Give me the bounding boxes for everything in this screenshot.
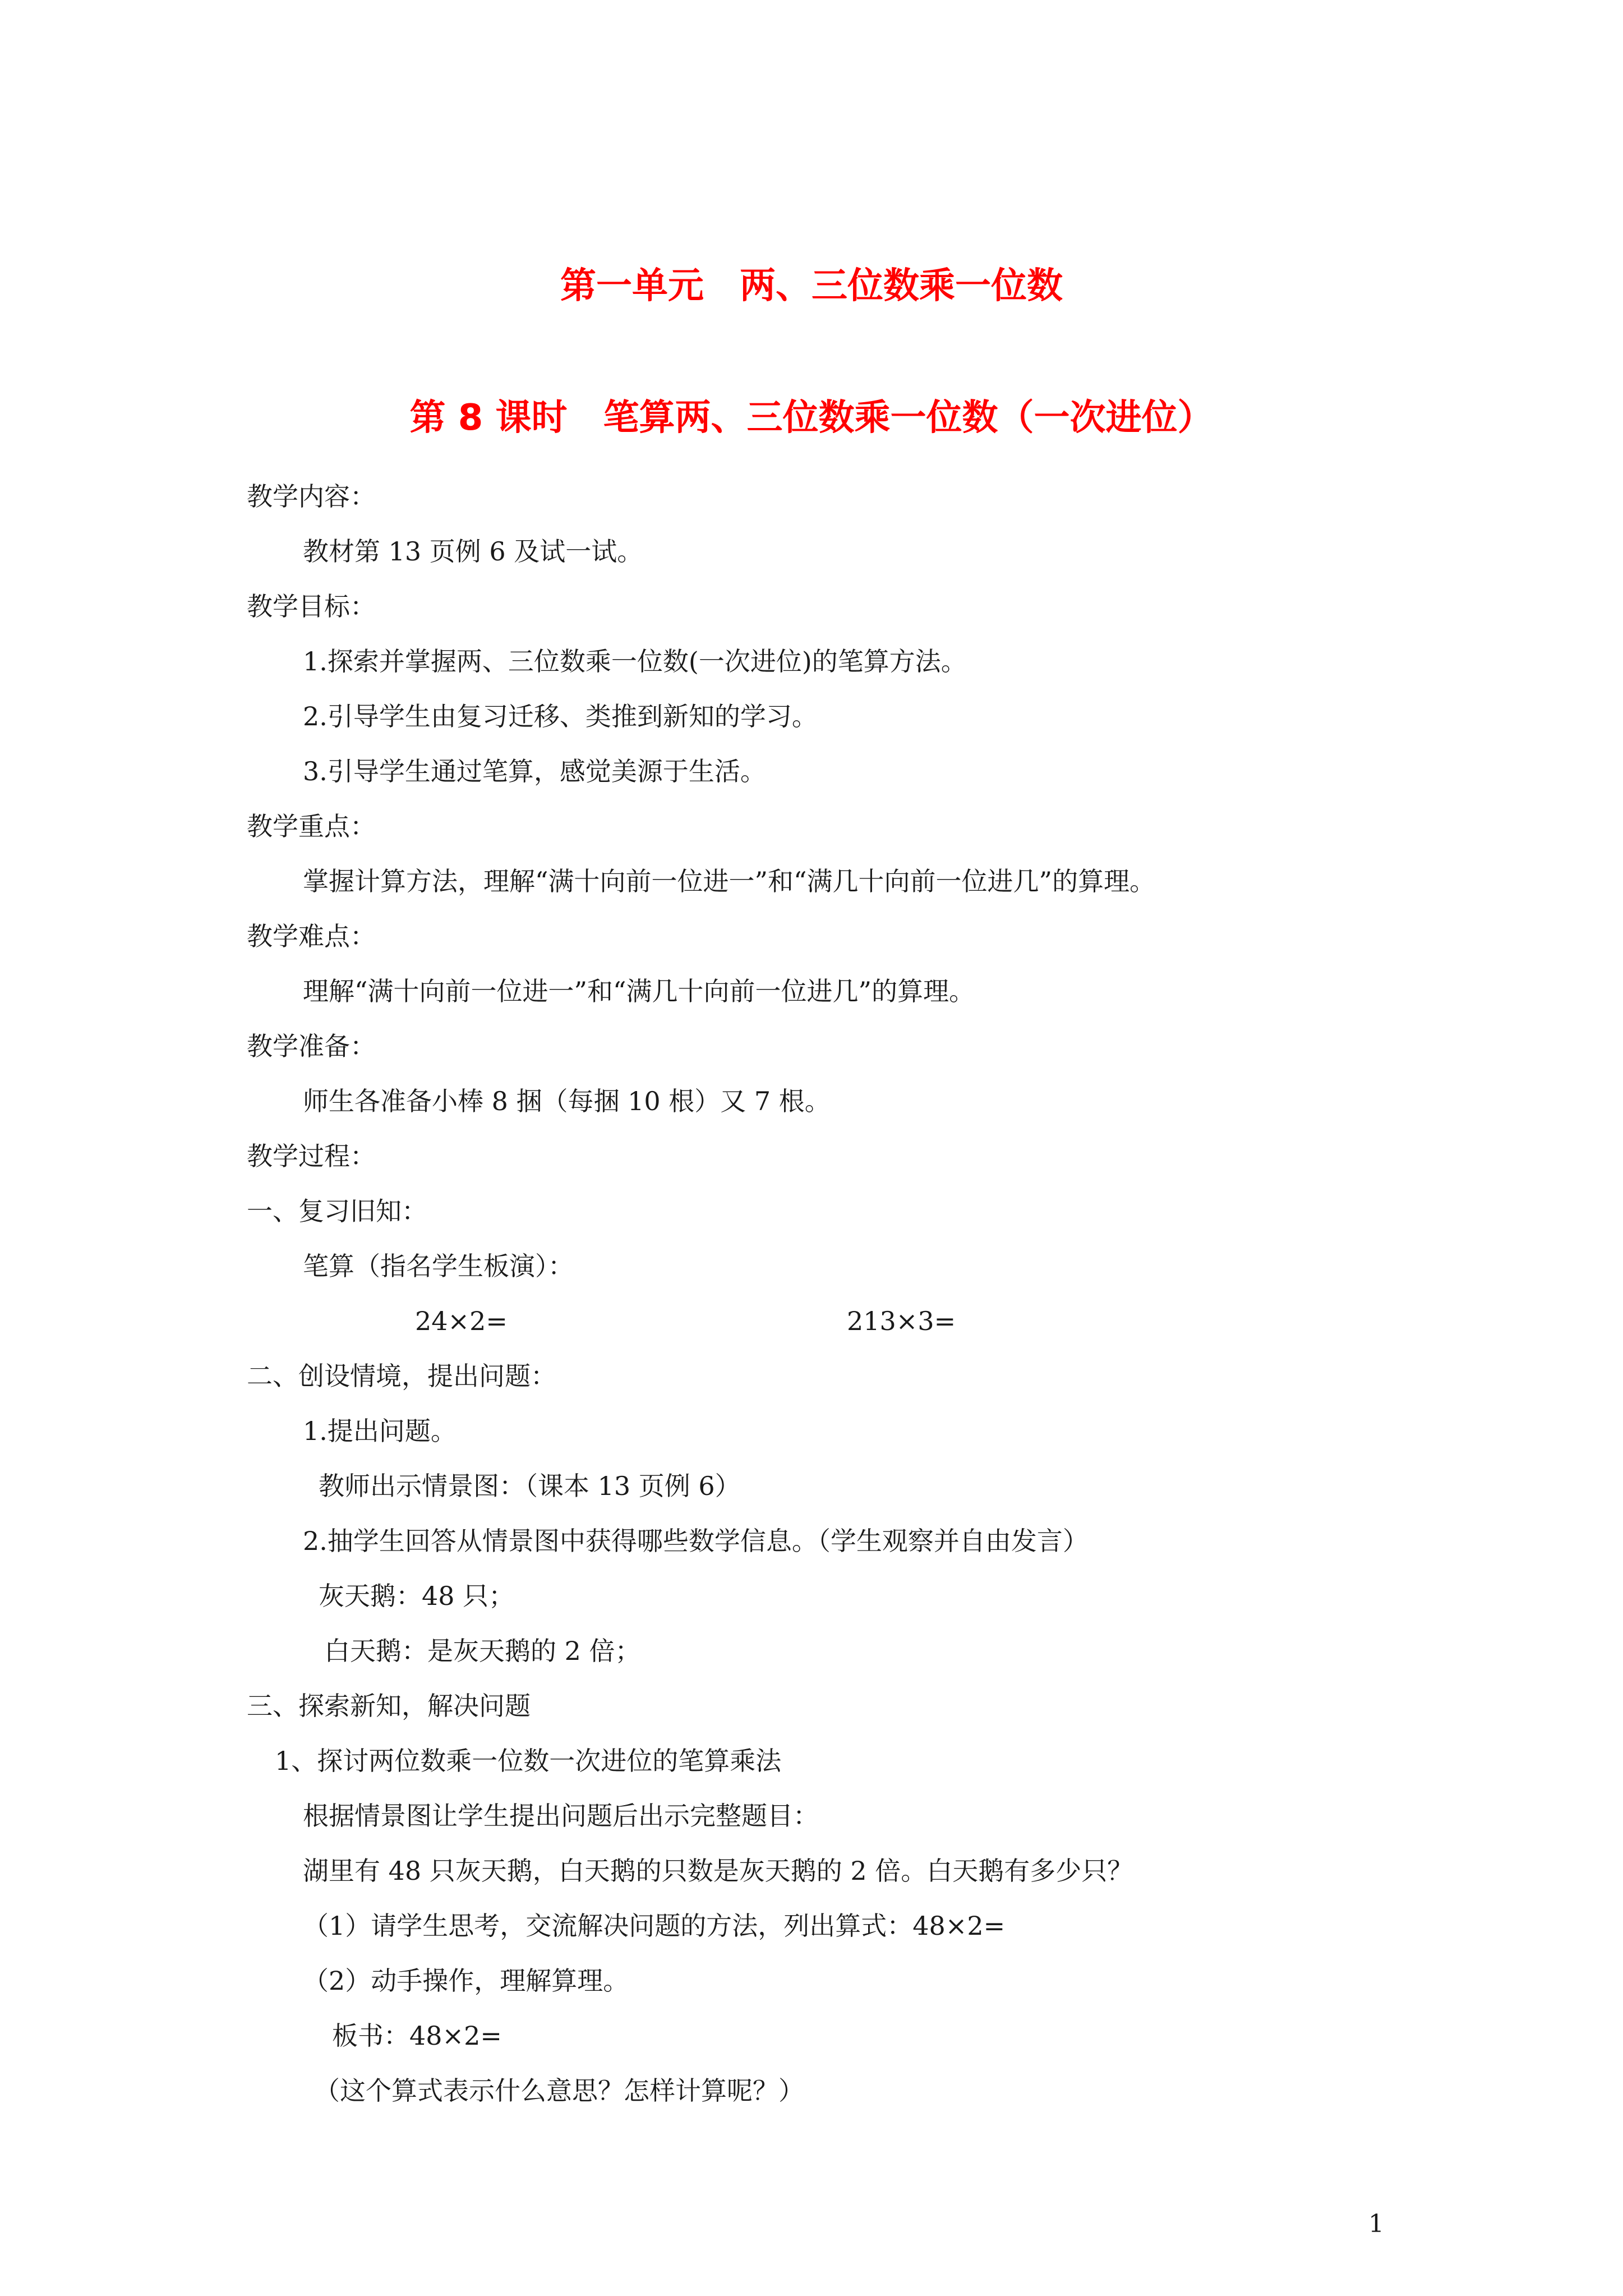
objective-item-2: 2.引导学生由复习迁移、类推到新知的学习。: [303, 701, 818, 731]
lesson-title: 第 8 课时 笔算两、三位数乘一位数（一次进位）: [409, 397, 1214, 439]
unit-title: 第一单元 两、三位数乘一位数: [560, 265, 1063, 307]
info-white-swans: 白天鹅：是灰天鹅的 2 倍；: [324, 1636, 641, 1666]
section-heading-key-points: 教学重点：: [247, 811, 376, 841]
section-heading-preparation: 教学准备：: [247, 1031, 376, 1061]
section-heading-content: 教学内容：: [247, 481, 376, 512]
step-2-heading: 二、创设情境，提出问题：: [247, 1361, 556, 1391]
review-expression-1: 24×2=: [415, 1306, 508, 1336]
difficulties-text: 理解“满十向前一位进一”和“满几十向前一位进几”的算理。: [303, 976, 975, 1006]
page-number: 1: [1368, 2210, 1384, 2238]
objective-item-3: 3.引导学生通过笔算，感觉美源于生活。: [303, 756, 766, 786]
substep-2: （2）动手操作，理解算理。: [303, 1966, 629, 1996]
step-2-item-1: 1.提出问题。: [303, 1416, 457, 1446]
problem-statement: 湖里有 48 只灰天鹅，白天鹅的只数是灰天鹅的 2 倍。白天鹅有多少只？: [303, 1856, 1133, 1886]
section-heading-process: 教学过程：: [247, 1141, 376, 1171]
content-text: 教材第 13 页例 6 及试一试。: [303, 536, 643, 567]
section-heading-difficulties: 教学难点：: [247, 921, 376, 951]
key-points-text: 掌握计算方法，理解“满十向前一位进一”和“满几十向前一位进几”的算理。: [303, 866, 1156, 896]
objective-item-1: 1.探索并掌握两、三位数乘一位数(一次进位)的笔算方法。: [303, 646, 967, 677]
board-writing: 板书：48×2=: [332, 2021, 502, 2051]
preparation-text: 师生各准备小棒 8 捆（每捆 10 根）又 7 根。: [303, 1086, 831, 1116]
section-heading-objectives: 教学目标：: [247, 591, 376, 622]
step-3-heading: 三、探索新知，解决问题: [247, 1691, 531, 1721]
review-expression-2: 213×3=: [847, 1306, 956, 1336]
step-2-item-1-detail: 教师出示情景图：（课本 13 页例 6）: [319, 1471, 741, 1501]
step-3-item-1-text: 根据情景图让学生提出问题后出示完整题目：: [303, 1801, 819, 1831]
step-3-item-1: 1、探讨两位数乘一位数一次进位的笔算乘法: [275, 1746, 782, 1776]
question-note: （这个算式表示什么意思？怎样计算呢？）: [314, 2076, 804, 2106]
info-gray-swans: 灰天鹅：48 只；: [319, 1581, 515, 1611]
step-2-item-2: 2.抽学生回答从情景图中获得哪些数学信息。（学生观察并自由发言）: [303, 1526, 1089, 1556]
step-1-instruction: 笔算（指名学生板演）：: [303, 1251, 574, 1281]
substep-1: （1）请学生思考，交流解决问题的方法，列出算式：48×2=: [303, 1911, 1006, 1941]
step-1-heading: 一、复习旧知：: [247, 1196, 427, 1226]
